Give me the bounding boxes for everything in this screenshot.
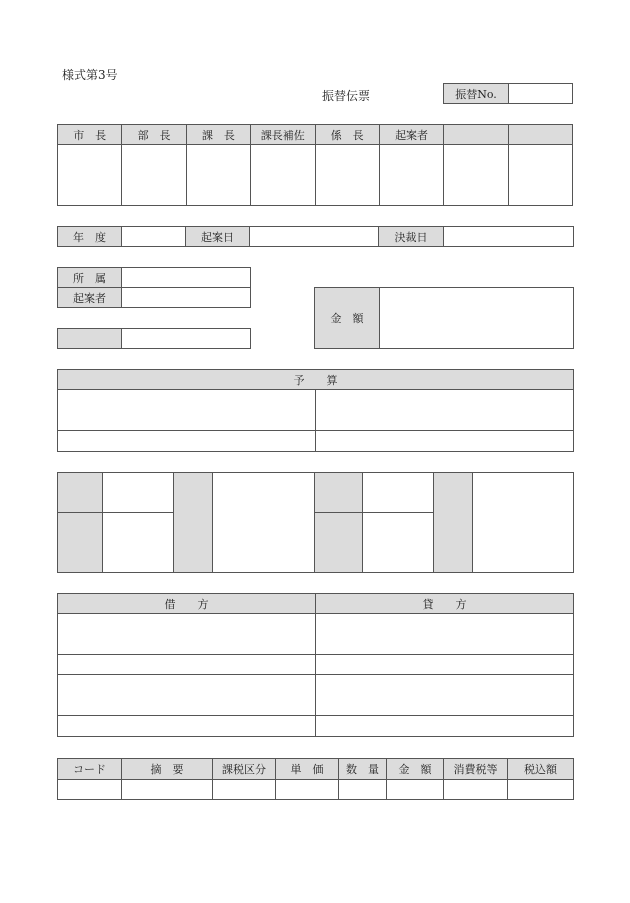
approval-header-section-chief: 課 長 — [186, 125, 250, 145]
credit-label: 貸 方 — [316, 594, 574, 614]
item-cell-consumption-tax[interactable] — [444, 780, 508, 800]
stamp-cell[interactable] — [186, 145, 250, 206]
item-cell-description[interactable] — [122, 780, 213, 800]
approval-header-mayor: 市 長 — [58, 125, 122, 145]
account-label-cell — [434, 473, 473, 573]
item-cell-amount[interactable] — [387, 780, 444, 800]
debit-cell[interactable] — [58, 675, 316, 716]
draft-date-field[interactable] — [250, 227, 379, 247]
amount-label: 金 額 — [315, 288, 380, 349]
approval-header-blank-2 — [508, 125, 572, 145]
budget-title: 予 算 — [58, 370, 574, 390]
approval-table — [57, 124, 573, 206]
header-quantity: 数 量 — [339, 759, 387, 780]
extra-field[interactable] — [122, 329, 251, 349]
stamp-cell[interactable] — [58, 145, 122, 206]
draft-date-label: 起案日 — [186, 227, 250, 247]
header-code: コード — [58, 759, 122, 780]
approval-header-assistant-chief: 課長補佐 — [251, 125, 315, 145]
account-value-cell[interactable] — [103, 473, 174, 513]
amount-table — [314, 287, 574, 349]
credit-cell[interactable] — [316, 655, 574, 675]
credit-cell[interactable] — [316, 716, 574, 737]
budget-cell[interactable] — [316, 431, 574, 452]
department-label: 所 属 — [58, 268, 122, 288]
item-cell-unit-price[interactable] — [276, 780, 339, 800]
credit-cell[interactable] — [316, 614, 574, 655]
approval-header-drafter: 起案者 — [379, 125, 443, 145]
stamp-cell[interactable] — [379, 145, 443, 206]
debit-credit-table — [57, 593, 574, 737]
account-value-cell[interactable] — [473, 473, 574, 573]
transfer-number-field[interactable] — [509, 84, 573, 104]
items-table — [57, 758, 574, 800]
year-field[interactable] — [122, 227, 186, 247]
stamp-cell[interactable] — [508, 145, 572, 206]
budget-cell[interactable] — [58, 431, 316, 452]
header-description: 摘 要 — [122, 759, 213, 780]
debit-cell[interactable] — [58, 655, 316, 675]
item-cell-tax-included[interactable] — [508, 780, 574, 800]
budget-cell[interactable] — [316, 390, 574, 431]
account-value-cell[interactable] — [213, 473, 315, 573]
account-grid — [57, 472, 574, 573]
debit-cell[interactable] — [58, 614, 316, 655]
affiliation-table — [57, 267, 251, 308]
year-label: 年 度 — [58, 227, 122, 247]
debit-cell[interactable] — [58, 716, 316, 737]
approval-header-blank-1 — [444, 125, 508, 145]
account-value-cell[interactable] — [363, 473, 434, 513]
approval-header-director: 部 長 — [122, 125, 186, 145]
account-label-cell — [315, 513, 363, 573]
department-field[interactable] — [122, 268, 251, 288]
amount-field[interactable] — [380, 288, 574, 349]
header-tax-category: 課税区分 — [213, 759, 276, 780]
transfer-number-label: 振替No. — [444, 84, 509, 104]
header-tax-included: 税込額 — [508, 759, 574, 780]
item-cell-code[interactable] — [58, 780, 122, 800]
info-row — [57, 226, 574, 247]
account-value-cell[interactable] — [363, 513, 434, 573]
account-label-cell — [315, 473, 363, 513]
drafter-field[interactable] — [122, 288, 251, 308]
account-value-cell[interactable] — [103, 513, 174, 573]
extra-label — [58, 329, 122, 349]
stamp-cell[interactable] — [315, 145, 379, 206]
budget-table — [57, 369, 574, 452]
extra-table — [57, 328, 251, 349]
credit-cell[interactable] — [316, 675, 574, 716]
form-number: 様式第3号 — [62, 68, 118, 82]
item-cell-quantity[interactable] — [339, 780, 387, 800]
page-title: 振替伝票 — [322, 89, 371, 103]
decision-date-field[interactable] — [444, 227, 574, 247]
transfer-number-box — [443, 83, 573, 104]
account-label-cell — [174, 473, 213, 573]
account-label-cell — [58, 473, 103, 513]
drafter-label: 起案者 — [58, 288, 122, 308]
budget-cell[interactable] — [58, 390, 316, 431]
approval-header-subsection-chief: 係 長 — [315, 125, 379, 145]
decision-date-label: 決裁日 — [379, 227, 444, 247]
stamp-cell[interactable] — [444, 145, 508, 206]
header-consumption-tax: 消費税等 — [444, 759, 508, 780]
header-unit-price: 単 価 — [276, 759, 339, 780]
header-amount: 金 額 — [387, 759, 444, 780]
stamp-cell[interactable] — [251, 145, 315, 206]
debit-label: 借 方 — [58, 594, 316, 614]
account-label-cell — [58, 513, 103, 573]
stamp-cell[interactable] — [122, 145, 186, 206]
item-cell-tax-category[interactable] — [213, 780, 276, 800]
